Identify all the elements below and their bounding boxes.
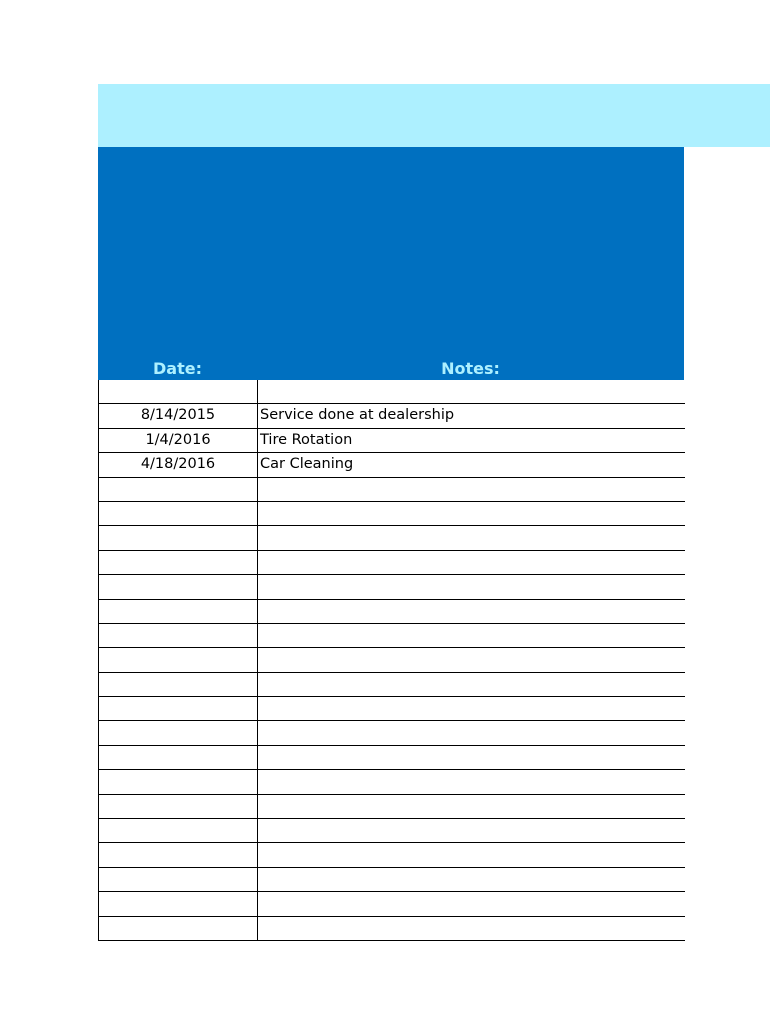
notes-cell[interactable] xyxy=(258,600,685,623)
date-cell[interactable] xyxy=(99,502,258,525)
table-row xyxy=(99,697,685,721)
date-cell[interactable] xyxy=(99,868,258,891)
date-cell[interactable] xyxy=(99,843,258,866)
date-cell[interactable]: 8/14/2015 xyxy=(99,404,258,427)
notes-cell[interactable] xyxy=(258,843,685,866)
notes-cell[interactable] xyxy=(258,892,685,915)
table-row xyxy=(99,624,685,648)
date-cell[interactable]: 1/4/2016 xyxy=(99,429,258,452)
date-cell[interactable] xyxy=(99,892,258,915)
date-cell[interactable] xyxy=(99,917,258,940)
table-row xyxy=(99,502,685,526)
notes-cell[interactable] xyxy=(258,624,685,647)
table-row xyxy=(99,673,685,697)
notes-cell[interactable]: Service done at dealership xyxy=(260,407,455,424)
notes-cell[interactable] xyxy=(258,721,685,744)
date-cell[interactable] xyxy=(99,819,258,842)
notes-cell[interactable] xyxy=(258,502,685,525)
notes-cell[interactable] xyxy=(258,575,685,598)
table-row xyxy=(99,380,685,404)
date-cell[interactable] xyxy=(99,697,258,720)
date-cell[interactable] xyxy=(99,673,258,696)
table-row xyxy=(99,819,685,843)
notes-cell[interactable] xyxy=(258,673,685,696)
date-cell[interactable] xyxy=(99,575,258,598)
date-column-header: Date: xyxy=(153,359,202,378)
notes-cell[interactable] xyxy=(258,478,685,501)
maintenance-log-table xyxy=(98,380,685,941)
table-row xyxy=(99,478,685,502)
table-row xyxy=(99,917,685,941)
notes-cell[interactable] xyxy=(258,819,685,842)
notes-cell[interactable] xyxy=(258,917,685,940)
notes-cell[interactable] xyxy=(258,526,685,549)
notes-cell[interactable] xyxy=(258,648,685,671)
notes-cell[interactable] xyxy=(258,551,685,574)
table-row xyxy=(99,575,685,599)
table-row xyxy=(99,404,685,428)
date-cell[interactable] xyxy=(99,624,258,647)
notes-cell[interactable] xyxy=(258,697,685,720)
table-row xyxy=(99,746,685,770)
date-cell[interactable] xyxy=(99,600,258,623)
date-cell[interactable] xyxy=(99,648,258,671)
notes-cell[interactable]: Tire Rotation xyxy=(260,431,353,448)
notes-cell[interactable] xyxy=(258,746,685,769)
table-row xyxy=(99,770,685,794)
header-block xyxy=(98,147,684,380)
date-cell[interactable]: 4/18/2016 xyxy=(99,453,258,476)
date-cell[interactable] xyxy=(99,770,258,793)
table-row xyxy=(99,551,685,575)
date-cell[interactable] xyxy=(99,795,258,818)
table-row xyxy=(99,892,685,916)
title-band xyxy=(98,84,770,147)
notes-column-header: Notes: xyxy=(441,359,500,378)
notes-cell[interactable] xyxy=(258,770,685,793)
date-cell[interactable] xyxy=(99,746,258,769)
table-row xyxy=(99,868,685,892)
table-row xyxy=(99,648,685,672)
notes-cell[interactable]: Car Cleaning xyxy=(260,456,354,473)
date-cell[interactable] xyxy=(99,526,258,549)
table-row xyxy=(99,843,685,867)
date-cell[interactable] xyxy=(99,380,258,403)
table-row xyxy=(99,453,685,477)
date-cell[interactable] xyxy=(99,721,258,744)
notes-cell[interactable] xyxy=(258,868,685,891)
table-row xyxy=(99,429,685,453)
date-cell[interactable] xyxy=(99,551,258,574)
notes-cell[interactable] xyxy=(258,795,685,818)
table-row xyxy=(99,721,685,745)
notes-cell[interactable] xyxy=(258,380,685,403)
table-row xyxy=(99,795,685,819)
table-row xyxy=(99,526,685,550)
date-cell[interactable] xyxy=(99,478,258,501)
table-row xyxy=(99,600,685,624)
